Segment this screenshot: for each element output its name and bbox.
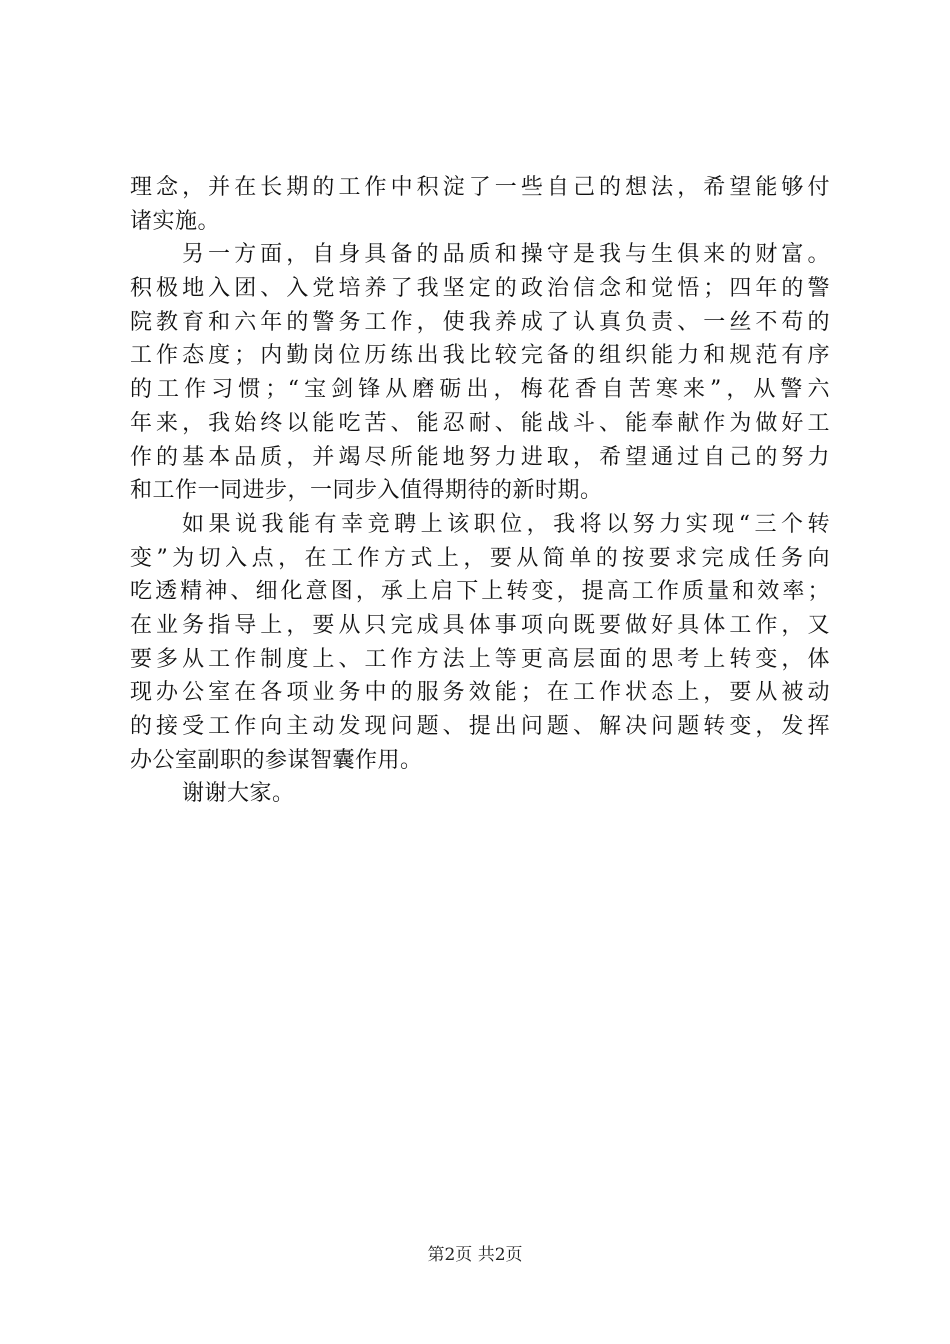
text-line: 现办公室在各项业务中的服务效能；在工作状态上，要从被动 xyxy=(130,680,830,706)
text-line: 谢谢大家。 xyxy=(182,781,295,807)
text-line: 诸实施。 xyxy=(130,208,221,234)
text-line: 和工作一同进步，一同步入值得期待的新时期。 xyxy=(130,478,603,504)
text-line: 在业务指导上，要从只完成具体事项向既要做好具体工作，又 xyxy=(130,612,830,638)
page-footer: 第2页 共2页 xyxy=(427,1245,523,1265)
text-line: 如果说我能有幸竞聘上该职位，我将以努力实现“三个转 xyxy=(182,511,830,537)
text-line: 要多从工作制度上、工作方法上等更高层面的思考上转变，体 xyxy=(130,646,830,672)
text-line: 理念，并在长期的工作中积淀了一些自己的想法，希望能够付 xyxy=(130,175,830,200)
text-line: 的接受工作向主动发现问题、提出问题、解决问题转变，发挥 xyxy=(130,714,830,739)
text-line: 的工作习惯；“宝剑锋从磨砺出，梅花香自苦寒来”，从警六 xyxy=(130,377,830,403)
text-line: 工作态度；内勤岗位历练出我比较完备的组织能力和规范有序 xyxy=(130,343,830,369)
text-line: 变”为切入点，在工作方式上，要从简单的按要求完成任务向 xyxy=(130,545,830,571)
text-line: 吃透精神、细化意图，承上启下上转变，提高工作质量和效率； xyxy=(130,579,830,605)
text-line: 积极地入团、入党培养了我坚定的政治信念和觉悟；四年的警 xyxy=(130,276,830,302)
document-body xyxy=(130,171,830,811)
text-line: 作的基本品质，并竭尽所能地努力进取，希望通过自己的努力 xyxy=(130,444,830,470)
text-line: 另一方面，自身具备的品质和操守是我与生俱来的财富。 xyxy=(182,242,830,268)
text-line: 年来，我始终以能吃苦、能忍耐、能战斗、能奉献作为做好工 xyxy=(130,410,830,436)
text-line: 办公室副职的参谋智囊作用。 xyxy=(130,747,423,773)
text-line: 院教育和六年的警务工作，使我养成了认真负责、一丝不苟的 xyxy=(130,309,830,335)
